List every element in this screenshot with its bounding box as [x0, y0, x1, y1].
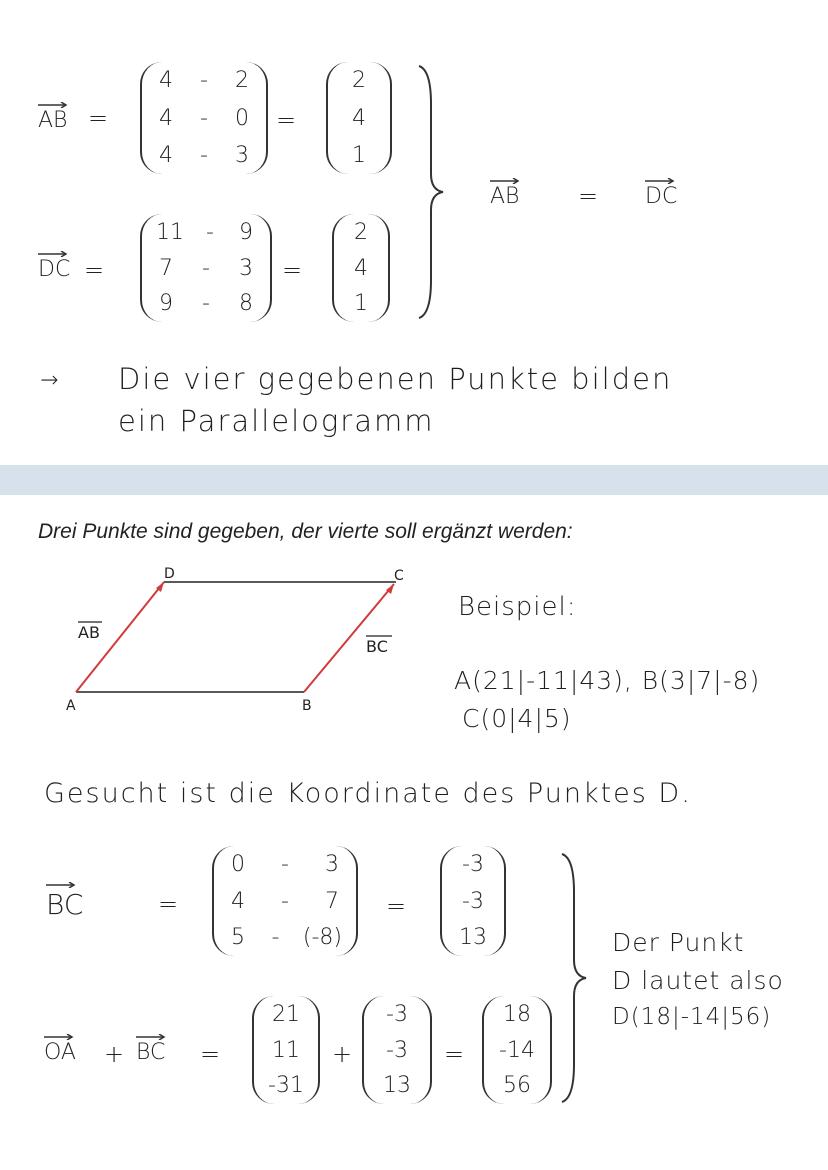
example-point-c: C(0|4|5)	[462, 704, 572, 733]
vector-arrow-icon	[38, 251, 68, 257]
vector-entry: -3	[462, 852, 484, 877]
vector-arrow-icon	[46, 882, 76, 888]
vector-entry: 56	[503, 1073, 531, 1098]
result-line-2: D lautet also	[612, 966, 784, 995]
example-points-ab: A(21|-11|43), B(3|7|-8)	[454, 666, 761, 695]
vector-oa-label	[44, 1040, 76, 1065]
point-d-label: D	[164, 566, 175, 582]
parallelogram-diagram	[60, 562, 430, 722]
vector-entry: 18	[503, 1002, 531, 1027]
plus-sign: +	[104, 1040, 125, 1068]
bc-result-vector	[440, 846, 506, 956]
equals-sign: =	[88, 104, 109, 132]
equals-sign: =	[158, 890, 179, 918]
vector-arrow-icon	[44, 1034, 74, 1040]
point-c-label: C	[394, 568, 404, 584]
dc-text: DC	[38, 257, 71, 282]
equals-sign: =	[84, 256, 105, 284]
vector-bc-label	[46, 888, 83, 921]
statement-line-1: Die vier gegebenen Punkte bilden	[118, 362, 673, 396]
section-divider	[0, 465, 828, 495]
vector-entry: 13	[383, 1073, 411, 1098]
bc-difference-matrix	[212, 846, 358, 956]
ab-text: AB	[490, 184, 520, 209]
result-line-1: Der Punkt	[612, 928, 745, 957]
bc-text: BC	[46, 888, 84, 921]
vector-ab-label	[38, 108, 67, 133]
vector-bc-label-2	[136, 1040, 165, 1065]
vector-entry: 2	[352, 68, 366, 93]
plus-sign: +	[332, 1040, 353, 1068]
matrix-row: 4 - 3	[159, 143, 249, 168]
diagram-vec-ab-label: AB	[78, 623, 100, 642]
vector-entry: 1	[352, 143, 366, 168]
point-b-label: B	[302, 698, 312, 714]
vector-entry: 21	[272, 1002, 300, 1027]
ab-difference-matrix	[140, 62, 268, 174]
conclusion-ab-label	[490, 184, 519, 209]
vector-entry: 13	[459, 925, 487, 950]
vector-dc-label	[38, 257, 70, 282]
vector-entry: 4	[352, 105, 366, 131]
matrix-row: 4 - 2	[159, 68, 249, 93]
sought-statement: Gesucht ist die Koordinate des Punktes D.	[44, 778, 692, 809]
curly-brace-icon	[415, 64, 445, 320]
vector-entry: 2	[354, 220, 368, 245]
equals-sign: =	[200, 1040, 221, 1068]
task-heading: Drei Punkte sind gegeben, der vierte soll ergänzt werden:	[38, 520, 573, 543]
vector-entry: -3	[386, 1002, 408, 1027]
matrix-row: 5 - (-8)	[231, 925, 342, 950]
equals-sign: =	[578, 182, 599, 210]
vector-arrow-icon	[645, 178, 675, 184]
diagram-vec-bc-label: BC	[366, 637, 388, 656]
curly-brace-icon	[558, 852, 588, 1104]
equals-sign: =	[276, 106, 297, 134]
matrix-row: 0 - 3	[231, 852, 339, 877]
vector-arrow-icon	[136, 1034, 166, 1040]
conclusion-dc-label	[645, 184, 677, 209]
vector-entry: 11	[272, 1037, 300, 1063]
matrix-row: 7 - 3	[159, 255, 253, 281]
vector-entry: -31	[268, 1073, 304, 1098]
dc-text: DC	[645, 184, 678, 209]
d-vector	[482, 996, 552, 1104]
vector-entry: 4	[354, 255, 368, 281]
example-title: Beispiel:	[458, 592, 577, 622]
dc-difference-matrix	[140, 214, 272, 322]
matrix-row: 9 - 8	[159, 291, 253, 316]
bc-vector	[362, 996, 432, 1104]
matrix-row: 4 - 7	[231, 888, 339, 914]
bc-text: BC	[136, 1040, 166, 1065]
vector-entry: -14	[499, 1037, 535, 1063]
ab-text: AB	[38, 108, 68, 133]
dc-result-vector	[332, 214, 390, 322]
equals-sign: =	[444, 1040, 465, 1068]
point-a-label: A	[66, 698, 76, 714]
oa-text: OA	[44, 1040, 76, 1065]
vector-arrow-icon	[490, 178, 520, 184]
equals-sign: =	[386, 892, 407, 920]
ab-result-vector	[326, 62, 392, 174]
vector-entry: -3	[462, 888, 484, 914]
statement-line-2: ein Parallelogramm	[118, 404, 435, 438]
matrix-row: 11 - 9	[156, 220, 253, 245]
implies-arrow-icon: →	[40, 368, 60, 393]
matrix-row: 4 - 0	[159, 105, 249, 131]
oa-vector	[252, 996, 320, 1104]
vector-entry: -3	[386, 1037, 408, 1063]
equals-sign: =	[282, 256, 303, 284]
vector-arrow-icon	[38, 102, 68, 108]
result-point-d: D(18|-14|56)	[612, 1004, 772, 1030]
vector-entry: 1	[354, 291, 368, 316]
